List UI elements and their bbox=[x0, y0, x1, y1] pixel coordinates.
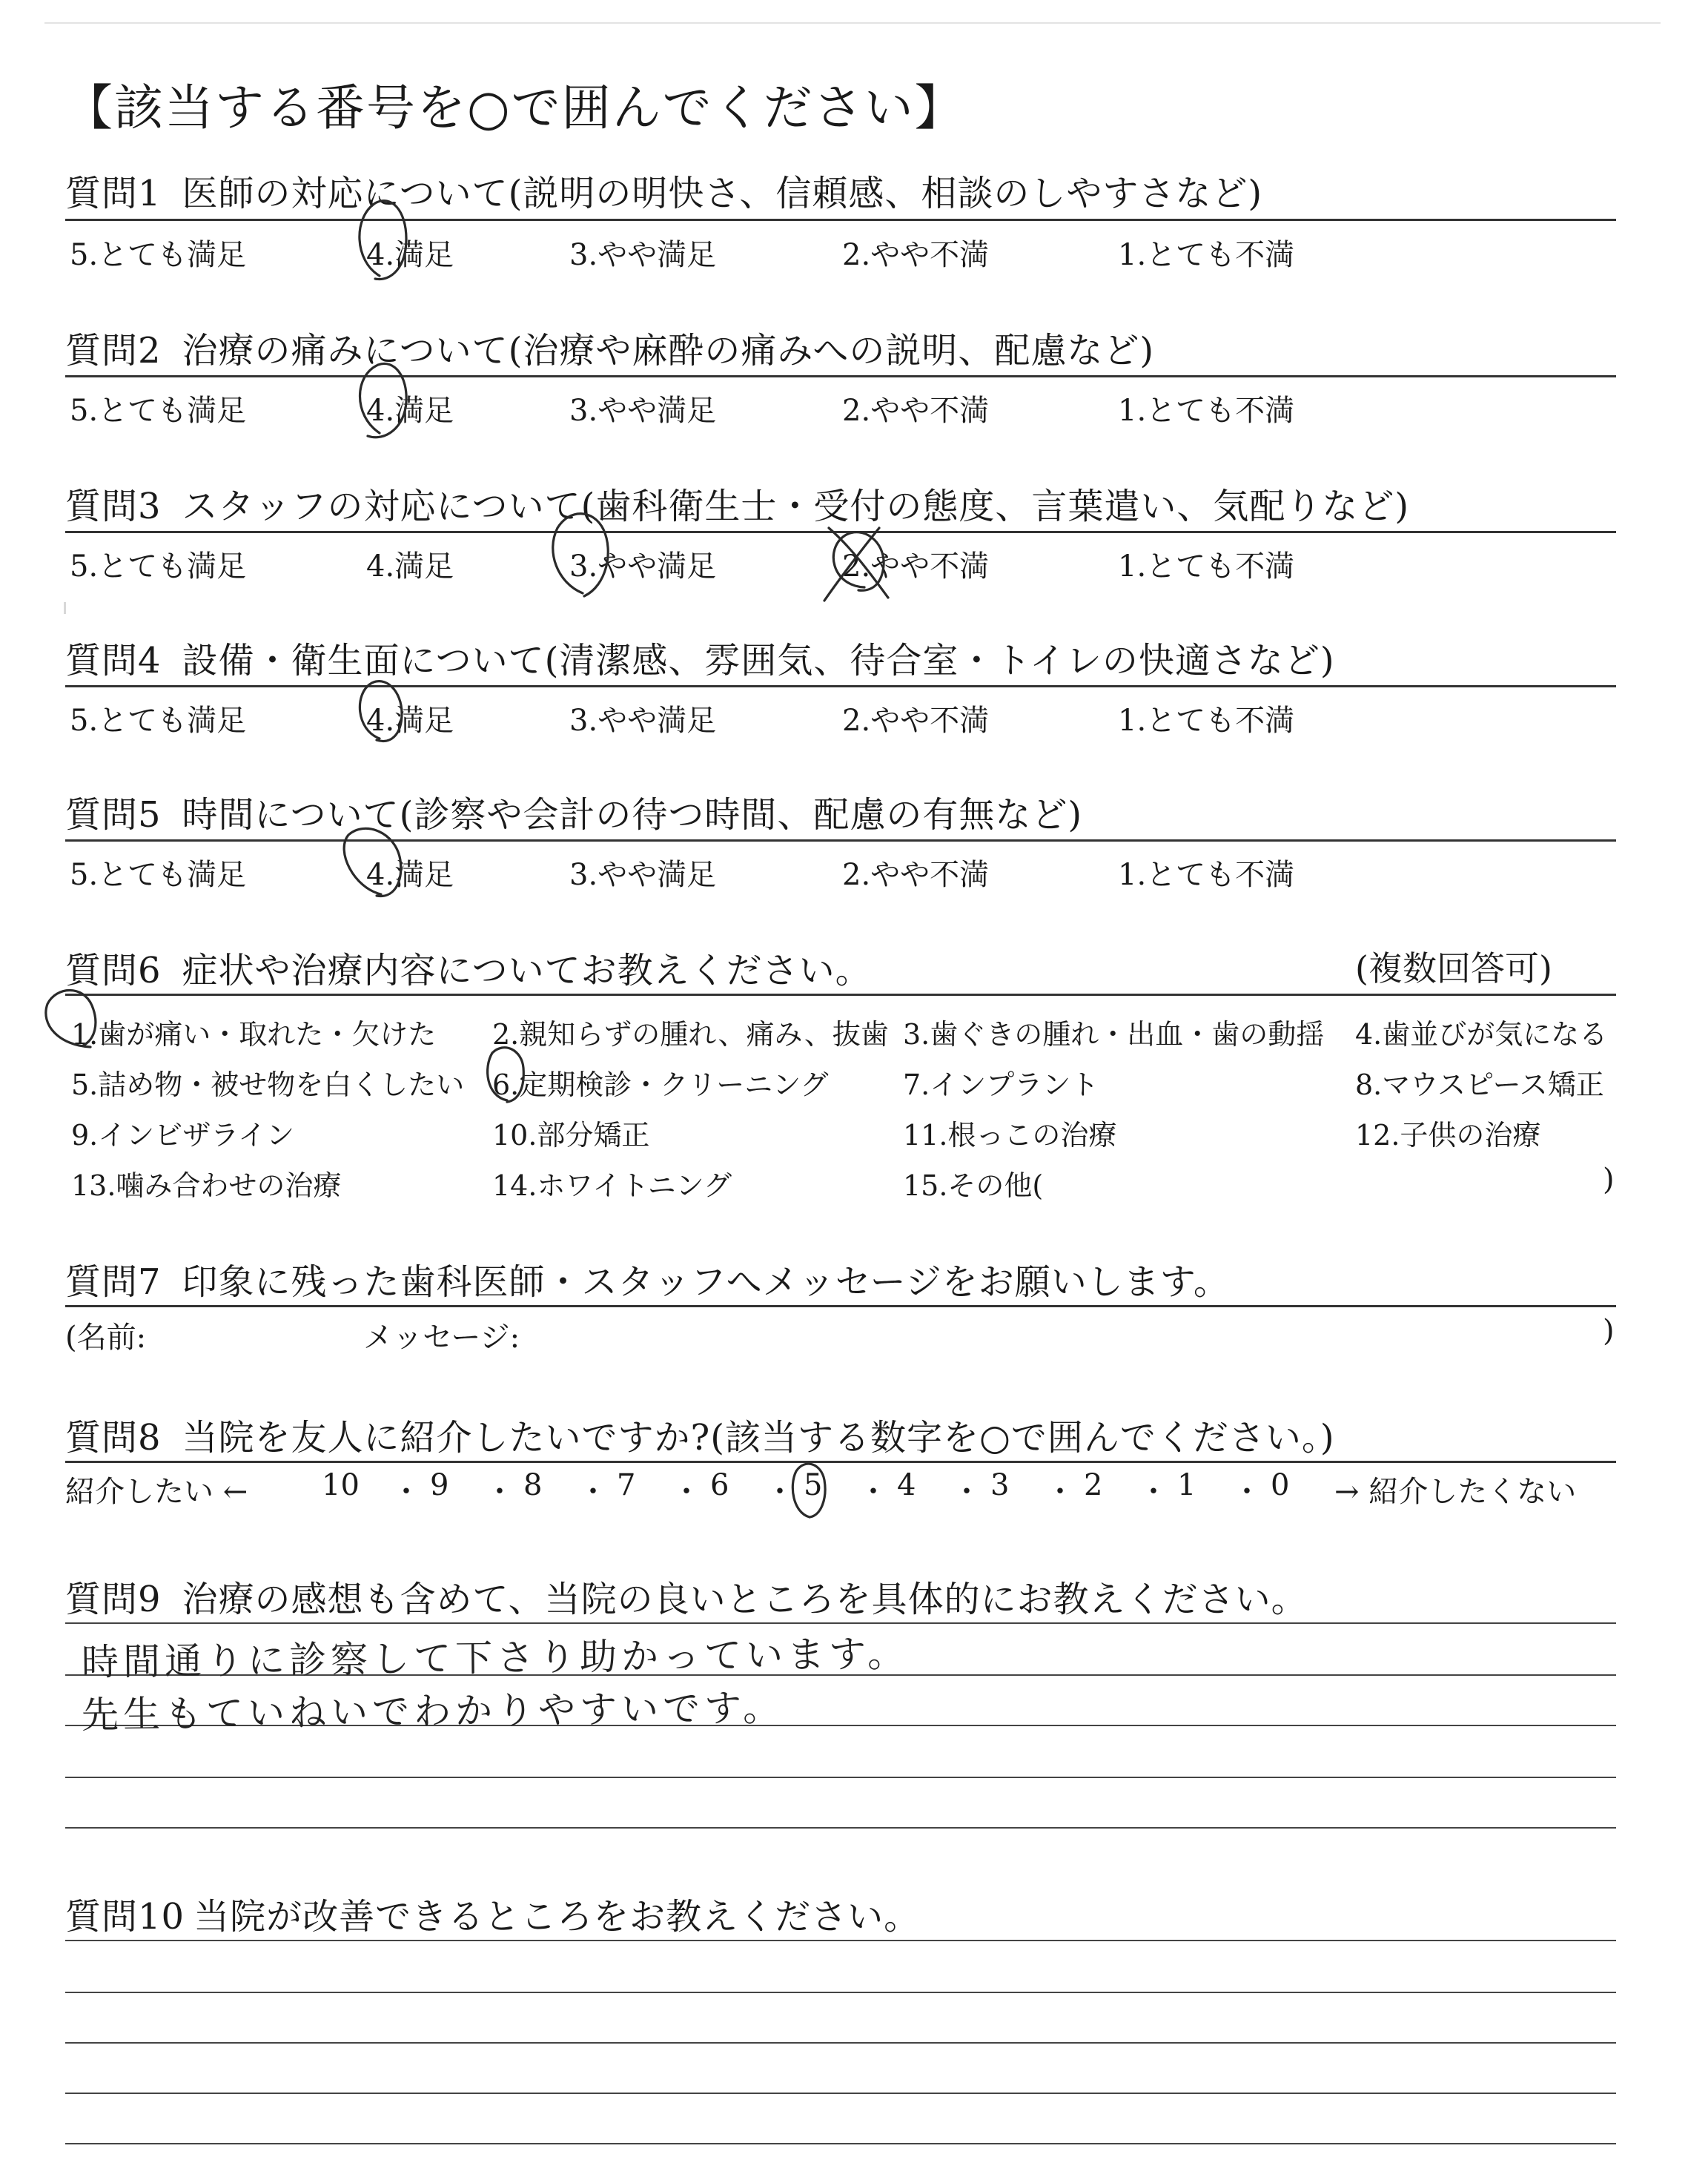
scale-value[interactable]: 7 bbox=[617, 1468, 636, 1502]
question-text: 当院を友人に紹介したいですか?(該当する数字を○で囲んでください。) bbox=[182, 1417, 1335, 1459]
scale-value[interactable]: 10 bbox=[322, 1468, 360, 1502]
page-title: 【該当する番号を○で囲んでください】 bbox=[64, 79, 965, 136]
scale-value[interactable]: 4 bbox=[897, 1468, 916, 1502]
question-10-header bbox=[65, 1888, 920, 1939]
scale-separator: ・ bbox=[672, 1475, 701, 1509]
question-text: 設備・衛生面について(清潔感、雰囲気、待合室・トイレの快適さなど) bbox=[182, 640, 1335, 681]
scale-separator: ・ bbox=[391, 1475, 421, 1509]
question-text: 時間について(診察や会計の待つ時間、配慮の有無など) bbox=[182, 794, 1083, 836]
answer-line bbox=[65, 2143, 1616, 2144]
scale-value[interactable]: 9 bbox=[430, 1468, 449, 1502]
q3-option-2[interactable]: 2.やや不満 bbox=[842, 549, 990, 584]
question-9-header bbox=[65, 1571, 1308, 1622]
q6-item-11[interactable]: 11.根っこの治療 bbox=[903, 1119, 1117, 1152]
q2-option-1[interactable]: 1.とても不満 bbox=[1118, 394, 1295, 428]
scale-separator: ・ bbox=[1045, 1475, 1075, 1509]
multiple-answers-note: (複数回答可) bbox=[1355, 948, 1552, 988]
answer-line bbox=[65, 1622, 1616, 1624]
q3-option-3[interactable]: 3.やや満足 bbox=[569, 549, 717, 584]
q6-item-15[interactable]: 15.その他( bbox=[903, 1169, 1044, 1202]
scale-value[interactable]: 5 bbox=[804, 1468, 823, 1502]
question-text: 当院が改善できるところをお教えください。 bbox=[193, 1896, 921, 1938]
question-number: 質問8 bbox=[65, 1417, 162, 1459]
question-number: 質問1 bbox=[65, 173, 162, 214]
answer-line bbox=[65, 1827, 1616, 1829]
answer-line bbox=[65, 2093, 1616, 2094]
scale-separator: ・ bbox=[952, 1475, 982, 1509]
question-text: スタッフの対応について(歯科衛生士・受付の態度、言葉遣い、気配りなど) bbox=[182, 486, 1410, 527]
q4-option-5[interactable]: 5.とても満足 bbox=[70, 704, 247, 738]
divider bbox=[65, 375, 1616, 377]
question-number: 質問9 bbox=[65, 1579, 162, 1620]
message-label: メッセージ: bbox=[363, 1321, 520, 1355]
question-number: 質問6 bbox=[65, 950, 162, 991]
question-text: 症状や治療内容についてお教えください。 bbox=[182, 950, 872, 991]
q3-option-4[interactable]: 4.満足 bbox=[366, 549, 454, 584]
scale-value[interactable]: 2 bbox=[1084, 1468, 1103, 1502]
q6-item-6[interactable]: 6.定期検診・クリーニング bbox=[492, 1069, 829, 1101]
q6-item-8[interactable]: 8.マウスピース矯正 bbox=[1355, 1069, 1604, 1101]
question-1-header bbox=[65, 165, 1262, 216]
q5-option-5[interactable]: 5.とても満足 bbox=[70, 858, 247, 892]
question-number: 質問2 bbox=[65, 330, 162, 371]
handwritten-answer-line: 時間通りに診察して下さり助かっています。 bbox=[81, 1632, 910, 1684]
q6-item-10[interactable]: 10.部分矯正 bbox=[492, 1119, 650, 1152]
divider bbox=[65, 685, 1616, 687]
scale-separator: ・ bbox=[1139, 1475, 1168, 1509]
q1-option-4[interactable]: 4.満足 bbox=[366, 238, 454, 272]
handwritten-answer-line: 先生もていねいでわかりやすいです。 bbox=[81, 1686, 785, 1737]
q1-option-2[interactable]: 2.やや不満 bbox=[842, 238, 990, 272]
q4-option-2[interactable]: 2.やや不満 bbox=[842, 704, 990, 738]
question-number: 質問5 bbox=[65, 794, 162, 836]
answer-line bbox=[65, 1992, 1616, 1993]
question-5-header bbox=[65, 786, 1082, 837]
q5-option-3[interactable]: 3.やや満足 bbox=[569, 858, 717, 892]
answer-line bbox=[65, 2042, 1616, 2044]
q1-option-3[interactable]: 3.やや満足 bbox=[569, 238, 717, 272]
q6-item-14[interactable]: 14.ホワイトニング bbox=[492, 1169, 732, 1202]
q2-option-2[interactable]: 2.やや不満 bbox=[842, 394, 990, 428]
question-number: 質問3 bbox=[65, 486, 162, 527]
q1-option-1[interactable]: 1.とても不満 bbox=[1118, 238, 1295, 272]
scale-value[interactable]: 0 bbox=[1271, 1468, 1290, 1502]
answer-line bbox=[65, 1940, 1616, 1941]
scale-separator: ・ bbox=[765, 1475, 795, 1509]
question-3-header bbox=[65, 478, 1409, 529]
question-number: 質問10 bbox=[65, 1896, 185, 1938]
divider bbox=[65, 219, 1616, 221]
scale-value[interactable]: 1 bbox=[1177, 1468, 1196, 1502]
q6-item-5[interactable]: 5.詰め物・被せ物を白くしたい bbox=[71, 1069, 465, 1101]
q7-close: ) bbox=[1603, 1314, 1615, 1348]
question-text: 医師の対応について(説明の明快さ、信頼感、相談のしやすさなど) bbox=[182, 173, 1263, 214]
q6-item-13[interactable]: 13.噛み合わせの治療 bbox=[71, 1169, 342, 1202]
scale-value[interactable]: 6 bbox=[710, 1468, 729, 1502]
divider bbox=[65, 531, 1616, 533]
q4-option-1[interactable]: 1.とても不満 bbox=[1118, 704, 1295, 738]
q6-item-12[interactable]: 12.子供の治療 bbox=[1355, 1119, 1541, 1152]
q2-option-3[interactable]: 3.やや満足 bbox=[569, 394, 717, 428]
q3-option-1[interactable]: 1.とても不満 bbox=[1118, 549, 1295, 584]
q2-option-4[interactable]: 4.満足 bbox=[366, 394, 454, 428]
q5-option-4[interactable]: 4.満足 bbox=[366, 858, 454, 892]
divider bbox=[65, 839, 1616, 842]
divider bbox=[65, 994, 1616, 996]
divider bbox=[65, 1461, 1616, 1463]
q2-option-5[interactable]: 5.とても満足 bbox=[70, 394, 247, 428]
question-text: 印象に残った歯科医師・スタッフへメッセージをお願いします。 bbox=[182, 1261, 1230, 1303]
q6-item-3[interactable]: 3.歯ぐきの腫れ・出血・歯の動揺 bbox=[903, 1018, 1325, 1051]
question-text: 治療の感想も含めて、当院の良いところを具体的にお教えください。 bbox=[182, 1579, 1308, 1620]
scale-separator: ・ bbox=[858, 1475, 888, 1509]
answer-line bbox=[65, 1777, 1616, 1778]
name-label: (名前: bbox=[65, 1321, 147, 1355]
q6-item-9[interactable]: 9.インビザライン bbox=[71, 1119, 295, 1152]
question-number: 質問7 bbox=[65, 1261, 162, 1303]
scale-separator: ・ bbox=[1232, 1475, 1262, 1509]
scale-left-label: 紹介したい ← bbox=[65, 1475, 248, 1509]
q6-item-4[interactable]: 4.歯並びが気になる bbox=[1355, 1018, 1608, 1051]
q6-other-close: ) bbox=[1603, 1163, 1615, 1197]
q6-item-1[interactable]: 1.歯が痛い・取れた・欠けた bbox=[71, 1018, 437, 1051]
question-number: 質問4 bbox=[65, 640, 162, 681]
question-text: 治療の痛みについて(治療や麻酔の痛みへの説明、配慮など) bbox=[182, 330, 1155, 371]
question-2-header bbox=[65, 322, 1154, 373]
scale-right-label: → 紹介したくない bbox=[1334, 1475, 1577, 1509]
scale-separator: ・ bbox=[578, 1475, 608, 1509]
scale-value[interactable]: 8 bbox=[523, 1468, 543, 1502]
q3-option-5[interactable]: 5.とても満足 bbox=[70, 549, 247, 584]
question-7-header bbox=[65, 1253, 1230, 1304]
recommend-scale bbox=[65, 1468, 1616, 1513]
q6-item-7[interactable]: 7.インプラント bbox=[903, 1069, 1099, 1101]
question-6-header bbox=[65, 942, 872, 993]
q4-option-3[interactable]: 3.やや満足 bbox=[569, 704, 717, 738]
scan-mark bbox=[64, 602, 66, 614]
q6-item-2[interactable]: 2.親知らずの腫れ、痛み、抜歯 bbox=[492, 1018, 889, 1051]
q1-option-5[interactable]: 5.とても満足 bbox=[70, 238, 247, 272]
q5-option-1[interactable]: 1.とても不満 bbox=[1118, 858, 1295, 892]
question-8-header bbox=[65, 1409, 1335, 1460]
q4-option-4[interactable]: 4.満足 bbox=[366, 704, 454, 738]
divider bbox=[65, 1305, 1616, 1307]
q5-option-2[interactable]: 2.やや不満 bbox=[842, 858, 990, 892]
question-4-header bbox=[65, 632, 1335, 683]
scale-value[interactable]: 3 bbox=[990, 1468, 1010, 1502]
scale-separator: ・ bbox=[485, 1475, 514, 1509]
scan-edge bbox=[44, 22, 1661, 24]
